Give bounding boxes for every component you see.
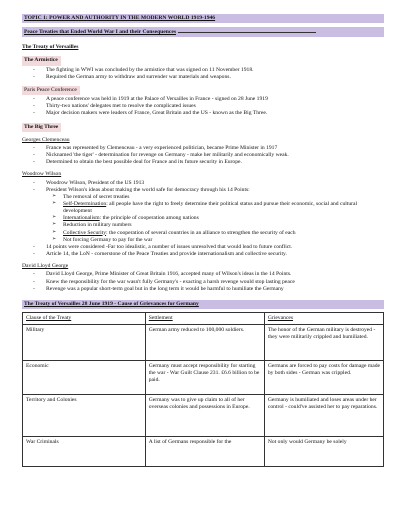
table-row	[23, 437, 384, 467]
list-item: - Article 14, the LoN - cornerstone of the Peace Treaties and provide internationalism and collective security.	[33, 251, 384, 258]
table-header-row	[23, 313, 384, 325]
clemenceau-heading: Georges Clemenceau	[22, 136, 70, 143]
table-cell: Territory and Colonies	[23, 395, 146, 437]
point-item	[52, 230, 384, 237]
lloyd-george-list	[22, 271, 384, 292]
point-term: Internationalism	[63, 215, 100, 222]
table-row	[23, 395, 384, 437]
wilson-heading: Woodrow Wilson	[22, 171, 62, 178]
table-cell: German army reduced to 100,000 soldiers.	[145, 325, 264, 361]
table-cell: Military	[23, 325, 146, 361]
list-item	[33, 187, 384, 194]
list-item: - Determined to obtain the best possible deal for France and its future security in Europe.	[33, 159, 384, 166]
wilson-list-cont	[22, 244, 384, 258]
list-item: - Nicknamed 'the tiger' - determination for revenge on Germany - make her militarily and economically weak.	[33, 152, 384, 159]
list-item: - The fighting in WWI was concluded by the armistice that was signed on 11 November 1918.	[33, 67, 384, 74]
lloyd-george-heading: David Lloyd George	[22, 263, 69, 270]
point-item: ➢ Reduction in military numbers	[52, 222, 384, 229]
table-row	[23, 361, 384, 395]
column-header-settlement: Settlement	[145, 313, 264, 325]
list-item: - Required the German army to withdraw and surrender war materials and weapons.	[33, 74, 384, 81]
list-item: - Woodrow Wilson, President of the US 1913	[33, 180, 384, 187]
armistice-list	[22, 67, 384, 81]
wilson-points-intro: President Wilson's ideas about making the world safe for democracy through his 14 Points:	[46, 186, 250, 193]
point-text: : all people have the right to freely determine their political status and pursue their economic, social and cultural development	[63, 200, 358, 215]
list-item: - A peace conference was held in 1919 at the Palace of Versailles in France - signed on 28 June 1919	[33, 96, 384, 103]
table-cell: Germany must accept responsibility for starting the war - War Guilt Clause 231. £6.6 billion to be paid.	[145, 361, 264, 395]
list-item: - Knew the responsibility for the war wasn't fully Germany's - exacting a harsh revenge would stop lasting peace	[33, 279, 384, 286]
point-text: : the principle of cooperation among nations	[99, 215, 199, 222]
point-item	[52, 215, 384, 222]
paris-section	[22, 86, 384, 95]
table-cell: Germany was to give up claim to all of her overseas colonies and possessions in Europe.	[145, 395, 264, 437]
table-cell: Economic	[23, 361, 146, 395]
table-row	[23, 325, 384, 361]
paris-heading: Paris Peace Conference	[22, 86, 80, 95]
paris-list	[22, 96, 384, 117]
point-term: Self-Determination	[63, 200, 107, 207]
clemenceau-list	[22, 145, 384, 166]
table-cell: Germans are forced to pay costs for damage made by both sides - German was crippled.	[264, 361, 383, 395]
peace-treaties-title	[22, 27, 384, 37]
column-header-grievances: Grievances	[264, 313, 383, 325]
list-item: - Revenge was a popular short-term goal but in the long term it would be harmful to humiliate the Germany	[33, 286, 384, 293]
big-three-section	[22, 123, 384, 132]
title-fill-line	[178, 28, 316, 33]
table-cell: Not only would Germany be solely	[264, 437, 383, 467]
topic-title: TOPIC 1: POWER AND AUTHORITY IN THE MODERN WORLD 1919-1946	[22, 14, 384, 23]
peace-treaties-title-text: Peace Treaties that Ended World War I and their Consequences	[24, 29, 177, 36]
list-item: - France was represented by Clemenceau - a very experienced politician, became Prime Minister in 1917	[33, 145, 384, 152]
table-cell: A list of Germans responsible for the	[145, 437, 264, 467]
point-item	[52, 201, 384, 215]
fourteen-points-list	[22, 194, 384, 244]
list-item: - David Lloyd George, Prime Minister of Great Britain 1916, accepted many of Wilson's ideas in the 14 Points.	[33, 271, 384, 278]
armistice-section	[22, 56, 384, 65]
point-term: Collective Security	[63, 229, 107, 236]
point-item: ➢ The removal of secret treaties	[52, 194, 384, 201]
table-cell: The honor of the German military is destroyed - they were militarily crippled and humiliated.	[264, 325, 383, 361]
big-three-heading: The Big Three	[22, 123, 61, 132]
wilson-list	[22, 180, 384, 194]
table-cell: War Criminals	[23, 437, 146, 467]
column-header-clause: Clause of the Treaty	[23, 313, 146, 325]
point-item: ➢ Not forcing Germany to pay for the war	[52, 237, 384, 244]
grievances-table	[22, 312, 384, 467]
list-item: - Major decision makers were leaders of France, Great Britain and the US - known as the Big Three.	[33, 110, 384, 117]
table-cell: Germany is humiliated and loses areas under her control - could've assisted her to pay reparations.	[264, 395, 383, 437]
treaty-table-title: The Treaty of Versailles 28 June 1919 - Cause of Grievances for Germany	[22, 300, 384, 309]
versailles-heading: The Treaty of Versailles	[22, 44, 79, 51]
armistice-heading: The Armistice	[22, 56, 61, 65]
list-item: - 14 points were considered -Far too idealistic, a number of issues unresolved that would lead to future conflict.	[33, 244, 384, 251]
point-text: : the cooperation of several countries in an alliance to strengthen the security of each	[106, 229, 296, 236]
list-item: - Thirty-two nations' delegates met to resolve the complicated issues	[33, 103, 384, 110]
